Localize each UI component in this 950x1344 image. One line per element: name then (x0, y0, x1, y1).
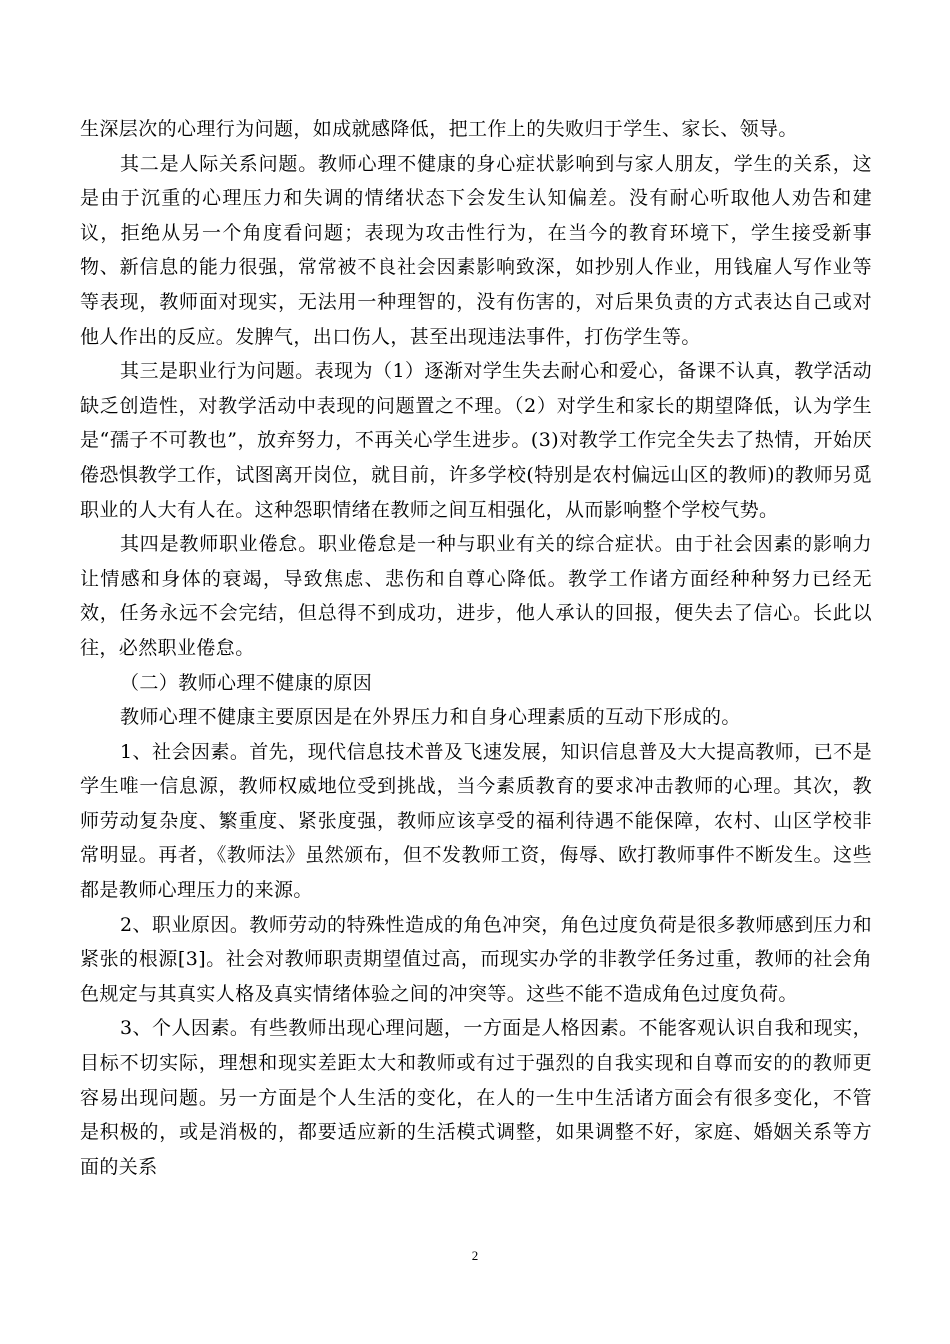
paragraph-1: 生深层次的心理行为问题，如成就感降低，把工作上的失败归于学生、家长、领导。 (80, 118, 798, 140)
page-body (80, 112, 872, 1184)
paragraph-8: 2、职业原因。教师劳动的特殊性造成的角色冲突，角色过度负荷是很多教师感到压力和紧张的根源[3]。社会对教师职责期望值过高，而现实办学的非教学任务过重，教师的社会角色规定与其真实人格及真实情绪体验之间的冲突等。这些不能不造成角色过度负荷。 (80, 913, 872, 1005)
paragraph-9: 3、个人因素。有些教师出现心理问题，一方面是人格因素。不能客观认识自我和现实，目标不切实际，理想和现实差距太大和教师或有过于强烈的自我实现和自尊而安的的教师更容易出现问题。另一方面是个人生活的变化，在人的一生中生活诸方面会有很多变化，不管是积极的，或是消极的，都要适应新的生活模式调整，如果调整不好，家庭、婚姻关系等方面的关系 (80, 1017, 872, 1178)
paragraph-2: 其二是人际关系问题。教师心理不健康的身心症状影响到与家人朋友，学生的关系，这是由于沉重的心理压力和失调的情绪状态下会发生认知偏差。没有耐心听取他人劝告和建议，拒绝从另一个角度看问题；表现为攻击性行为，在当今的教育环境下，学生接受新事物、新信息的能力很强，常常被不良社会因素影响致深，如抄别人作业，用钱雇人写作业等等表现，教师面对现实，无法用一种理智的，没有伤害的，对后果负责的方式表达自己或对他人作出的反应。发脾气，出口伤人，甚至出现违法事件，打伤学生等。 (80, 152, 872, 348)
paragraph-6: 教师心理不健康主要原因是在外界压力和自身心理素质的互动下形成的。 (120, 706, 741, 729)
paragraph-3: 其三是职业行为问题。表现为（1）逐渐对学生失去耐心和爱心，备课不认真，教学活动缺乏创造性，对教学活动中表现的问题置之不理。（2）对学生和家长的期望降低，认为学生是“孺子不可教也”，放弃努力，不再关心学生进步。(3)对教学工作完全失去了热情，开始厌倦恐惧教学工作，试图离开岗位，就目前，许多学校(特别是农村偏远山区的教师)的教师另觅职业的人大有人在。这种怨职情绪在教师之间互相强化，从而影响整个学校气势。 (80, 360, 872, 521)
page-number: 2 (471, 1248, 479, 1263)
paragraph-7: 1、社会因素。首先，现代信息技术普及飞速发展，知识信息普及大大提高教师，已不是学生唯一信息源，教师权威地位受到挑战，当今素质教育的要求冲击教师的心理。其次，教师劳动复杂度、繁重度、紧张度强，教师应该享受的福利待遇不能保障，农村、山区学校非常明显。再者，《教师法》虽然颁布，但不发教师工资，侮辱、欧打教师事件不断发生。这些都是教师心理压力的来源。 (80, 740, 872, 902)
section-heading: （二）教师心理不健康的原因 (120, 671, 373, 694)
paragraph-4: 其四是教师职业倦怠。职业倦怠是一种与职业有关的综合症状。由于社会因素的影响力让情感和身体的衰竭，导致焦虑、悲伤和自尊心降低。教学工作诸方面经种种努力已经无效，任务永远不会完结，但总得不到成功，进步，他人承认的回报，便失去了信心。长此以往，必然职业倦怠。 (80, 533, 872, 659)
